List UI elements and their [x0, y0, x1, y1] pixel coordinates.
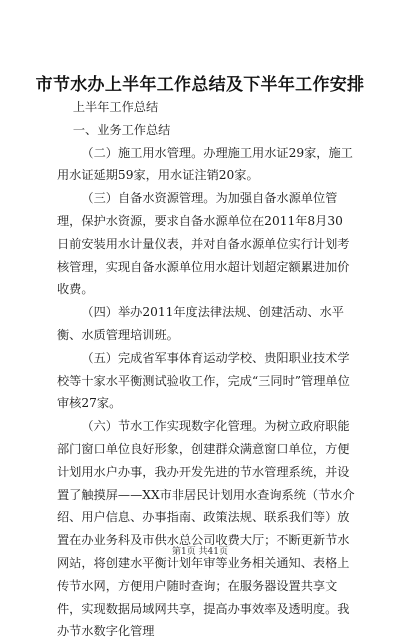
paragraph-construction-water: （二）施工用水管理。办理施工用水证29家，施工用水证延期59家，用水证注销20家。 [57, 145, 353, 183]
subsection-heading: 一、业务工作总结 [72, 122, 171, 137]
page-number-footer: 第1页 共41页 [171, 547, 229, 557]
document-title: 市节水办上半年工作总结及下半年工作安排 [35, 75, 365, 95]
paragraph-training: （四）举办2011年度法律法规、创建活动、水平衡、水质管理培训班。 [57, 305, 344, 342]
document-body [57, 96, 355, 643]
paragraph-water-balance: （五）完成省军事体育运动学校、贵阳职业技术学校等十家水平衡测试验收工作，完成“三同时”管理单位审核27家。 [57, 350, 350, 411]
paragraph-self-supplied-water: （三）自备水资源管理。为加强自备水源单位管理，保护水资源，要求自备水源单位在2011年8月30日前安装用水计量仪表，并对自备水源单位实行计划考核管理，实现自备水源单位用水超计划超定额累进加价收费。 [57, 191, 350, 297]
paragraph-digital-management: （六）节水工作实现数字化管理。为树立政府职能部门窗口单位良好形象，创建群众满意窗口单位，方便计划用水户办事，我办开发先进的节水管理系统，并设置了触摸屏——XX市非居民计划用水查询系统（节水介绍、用户信息、办事指南、政策法规、联系我们等）放置在办业务科及市供水总公司收费大厅；不断更新节水网站，将创建水平衡计划年审等业务相关通知、表格上传节水网，方便用户随时查询；在服务器设置共享文件，实现数据局域网共享，提高办事效率及透明度。我办节水数字化管理 [57, 419, 355, 639]
section-heading: 上半年工作总结 [72, 100, 159, 114]
